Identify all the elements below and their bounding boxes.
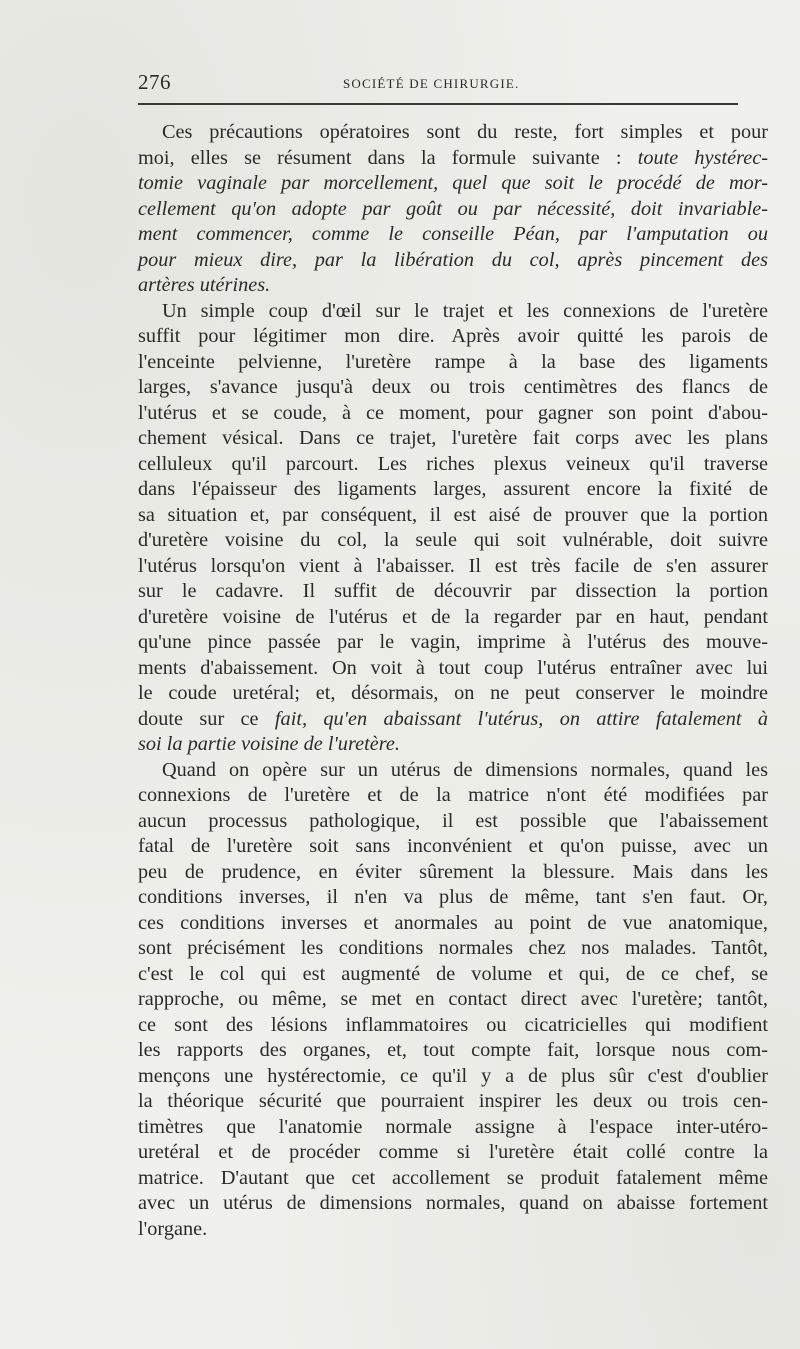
text-segment: larges, s'avance jusqu'à deux ou trois centimètres des flancs de	[138, 376, 768, 398]
italic-text: toute hystérec-	[637, 146, 768, 169]
text-segment: Un simple coup d'œil sur le trajet et les connexions de l'uretère	[162, 299, 768, 322]
text-line	[138, 528, 768, 554]
text-line	[138, 656, 768, 682]
italic-text: cellement qu'on adopte par goût ou par nécessité, doit invariable-	[138, 197, 768, 220]
text-segment: connexions de l'uretère et de la matrice n'ont été modifiées par	[138, 784, 768, 806]
text-line	[138, 732, 768, 758]
text-line	[138, 885, 768, 911]
paragraph	[138, 758, 768, 1243]
text-line	[138, 1064, 768, 1090]
text-line	[138, 758, 768, 784]
text-segment: ments d'abaissement. On voit à tout coup l'utérus entraîner avec lui	[138, 656, 768, 679]
text-line	[138, 1013, 768, 1039]
text-line	[138, 324, 768, 350]
text-line	[138, 146, 768, 172]
text-segment: les rapports des organes, et, tout compte fait, lorsque nous com-	[138, 1039, 768, 1061]
text-line	[138, 197, 768, 223]
text-segment: d'uretère voisine du col, la seule qui soit vulnérable, doit suivre	[138, 529, 768, 551]
page-header	[138, 70, 738, 100]
text-segment: la théorique sécurité que pourraient inspirer les deux ou trois cen-	[138, 1090, 768, 1112]
body-text	[138, 120, 768, 1242]
text-line	[138, 554, 768, 580]
text-segment: aucun processus pathologique, il est possible que l'abaissement	[138, 809, 768, 832]
text-line	[138, 605, 768, 631]
text-line	[138, 1140, 768, 1166]
text-segment: Quand on opère sur un utérus de dimensions normales, quand les	[162, 758, 768, 781]
text-line	[138, 783, 768, 809]
text-line	[138, 120, 768, 146]
text-segment: d'uretère voisine de l'utérus et de la regarder par en haut, pendant	[138, 605, 768, 628]
text-segment: uretéral et de procéder comme si l'uretère était collé contre la	[138, 1141, 768, 1163]
italic-text: tomie vaginale par morcellement, quel que soit le procédé de mor-	[138, 172, 768, 194]
text-segment: timètres que l'anatomie normale assigne à l'espace inter-utéro-	[138, 1115, 768, 1138]
page-number: 276	[138, 70, 171, 94]
text-line	[138, 681, 768, 707]
text-line	[138, 1166, 768, 1192]
text-line	[138, 1191, 768, 1217]
text-line	[138, 936, 768, 962]
text-segment: moi, elles se résument dans la formule suivante :	[138, 146, 638, 169]
text-segment: celluleux qu'il parcourt. Les riches plexus veineux qu'il traverse	[138, 452, 768, 475]
italic-text: ment commencer, comme le conseille Péan, par l'amputation ou	[138, 223, 768, 245]
text-line	[138, 222, 768, 248]
text-line	[138, 911, 768, 937]
text-line	[138, 401, 768, 427]
text-line	[138, 1115, 768, 1141]
text-segment: le coude uretéral; et, désormais, on ne peut conserver le moindre	[138, 682, 768, 704]
paragraph	[138, 120, 768, 299]
text-line	[138, 987, 768, 1013]
italic-text: artères utérines.	[138, 274, 271, 296]
text-segment: sur le cadavre. Il suffit de découvrir par dissection la portion	[138, 580, 768, 602]
text-segment: peu de prudence, en éviter sûrement la blessure. Mais dans les	[138, 860, 768, 883]
text-line	[138, 273, 768, 299]
text-segment: sa situation et, par conséquent, il est aisé de prouver que la portion	[138, 503, 768, 526]
text-segment: mençons une hystérectomie, ce qu'il y a de plus sûr c'est d'oublier	[138, 1064, 768, 1087]
text-line	[138, 962, 768, 988]
text-segment: fatal de l'uretère soit sans inconvénient et qu'on puisse, avec un	[138, 835, 768, 857]
text-line	[138, 834, 768, 860]
text-segment: matrice. D'autant que cet accollement se produit fatalement même	[138, 1166, 768, 1189]
text-segment: dans l'épaisseur des ligaments larges, assurent encore la fixité de	[138, 478, 768, 500]
text-line	[138, 477, 768, 503]
text-segment: rapproche, ou même, se met en contact direct avec l'uretère; tantôt,	[138, 988, 768, 1010]
text-line	[138, 171, 768, 197]
text-line	[138, 809, 768, 835]
text-segment: sont précisément les conditions normales chez nos malades. Tantôt,	[138, 937, 768, 959]
text-segment: l'utérus lorsqu'on vient à l'abaisser. Il est très facile de s'en assurer	[138, 554, 768, 577]
italic-text: fait, qu'en abaissant l'utérus, on attire fatalement à	[274, 707, 769, 730]
text-line	[138, 1217, 768, 1243]
text-line	[138, 860, 768, 886]
text-line	[138, 630, 768, 656]
text-line	[138, 375, 768, 401]
text-line	[138, 299, 768, 325]
text-segment: l'utérus et se coude, à ce moment, pour gagner son point d'abou-	[138, 401, 768, 424]
text-line	[138, 1089, 768, 1115]
text-line	[138, 248, 768, 274]
text-line	[138, 707, 768, 733]
text-line	[138, 579, 768, 605]
text-segment: ces conditions inverses et anormales au point de vue anatomique,	[138, 911, 768, 934]
italic-text: soi la partie voisine de l'uretère.	[138, 733, 400, 755]
text-segment: chement vésical. Dans ce trajet, l'uretère fait corps avec les plans	[138, 427, 768, 449]
text-segment: c'est le col qui est augmenté de volume et qui, de ce chef, se	[138, 962, 768, 985]
text-segment: doute sur ce	[138, 707, 275, 730]
text-segment: conditions inverses, il n'en va plus de même, tant s'en faut. Or,	[138, 886, 768, 908]
text-segment: avec un utérus de dimensions normales, quand on abaisse fortement	[138, 1192, 768, 1214]
text-segment: l'organe.	[138, 1217, 208, 1240]
text-segment: suffit pour légitimer mon dire. Après avoir quitté les parois de	[138, 325, 768, 347]
text-segment: l'enceinte pelvienne, l'uretère rampe à la base des ligaments	[138, 350, 768, 373]
text-segment: Ces précautions opératoires sont du reste, fort simples et pour	[162, 121, 768, 143]
text-line	[138, 1038, 768, 1064]
paragraph	[138, 299, 768, 758]
text-segment: qu'une pince passée par le vagin, imprime à l'utérus des mouve-	[138, 631, 768, 653]
header-rule	[138, 103, 738, 105]
italic-text: pour mieux dire, par la libération du col, après pincement des	[138, 248, 768, 271]
text-line	[138, 426, 768, 452]
text-line	[138, 350, 768, 376]
text-line	[138, 503, 768, 529]
text-line	[138, 452, 768, 478]
running-head: SOCIÉTÉ DE CHIRURGIE.	[343, 76, 520, 91]
text-segment: ce sont des lésions inflammatoires ou cicatricielles qui modifient	[138, 1013, 768, 1036]
